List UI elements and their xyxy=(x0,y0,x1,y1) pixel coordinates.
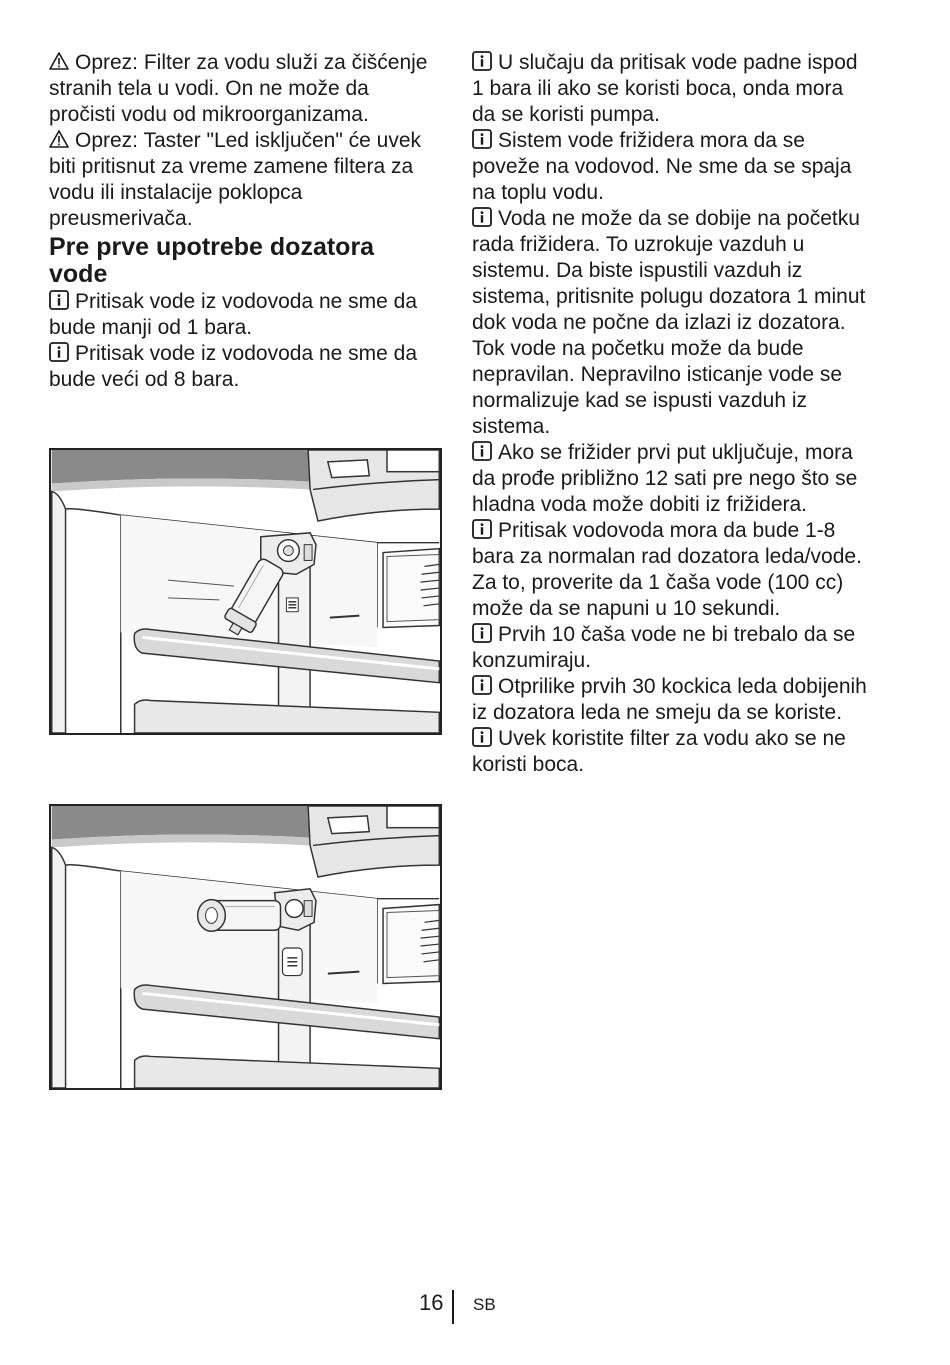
page-number: 16 xyxy=(419,1290,444,1315)
info-icon xyxy=(472,207,492,227)
info-paragraph xyxy=(472,206,872,440)
info-text: Uvek koristite filter za vodu ako se ne koristi boca. xyxy=(472,727,846,776)
info-paragraph xyxy=(472,674,872,726)
info-text: Ako se frižider prvi put uključuje, mora da prođe približno 12 sati pre nego što se hladna voda može dobiti iz frižidera. xyxy=(472,441,858,516)
info-text: Sistem vode frižidera mora da se poveže na vodovod. Ne sme da se spaja na toplu vodu. xyxy=(472,129,852,204)
info-text: Voda ne može da se dobije na početku rada frižidera. To uzrokuje vazduh u sistemu. Da biste ispustili vazduh iz sistema, pritisnite polugu dozatora 1 minut dok voda ne počne da izlazi iz dozatora. Tok vode na početku može da bude nepravilan. Nepravilno isticanje vode se normalizuje kad se ispusti vazduh iz sistema. xyxy=(472,207,866,438)
info-text: Otprilike prvih 30 kockica leda dobijenih iz dozatora leda ne smeju da se koriste. xyxy=(472,675,867,724)
info-paragraph xyxy=(472,622,872,674)
info-paragraph xyxy=(472,518,872,622)
left-column xyxy=(49,50,439,393)
info-icon xyxy=(472,727,492,747)
warning-text: Oprez: Taster "Led isključen" će uvek biti pritisnut za vreme zamene filtera za vodu ili instalacije poklopca preusmerivača. xyxy=(49,129,422,230)
info-icon xyxy=(472,441,492,461)
warning-triangle-icon xyxy=(49,129,69,149)
section-heading: Pre prve upotrebe dozatora vode xyxy=(49,233,375,288)
footer-divider xyxy=(452,1290,454,1324)
info-icon xyxy=(472,519,492,539)
info-text: Pritisak vodovoda mora da bude 1-8 bara za normalan rad dozatora leda/vode. Za to, proverite da 1 čaša vode (100 cc) može da se napuni u 10 sekundi. xyxy=(472,519,862,620)
info-text: Pritisak vode iz vodovoda ne sme da bude manji od 1 bara. xyxy=(49,290,418,339)
figure-filter-installed xyxy=(49,804,442,1090)
info-paragraph xyxy=(49,289,439,341)
info-paragraph xyxy=(49,341,439,393)
figure-filter-install xyxy=(49,448,442,735)
info-paragraph xyxy=(472,50,872,128)
info-paragraph xyxy=(472,440,872,518)
fridge-interior-illustration xyxy=(51,806,440,1088)
warning-paragraph xyxy=(49,50,439,128)
right-column xyxy=(472,50,872,778)
language-code: SB xyxy=(473,1295,496,1314)
info-text: U slučaju da pritisak vode padne ispod 1 bara ili ako se koristi boca, onda mora da se koristi pumpa. xyxy=(472,51,858,126)
info-icon xyxy=(49,290,69,310)
info-paragraph xyxy=(472,726,872,778)
info-paragraph xyxy=(472,128,872,206)
info-icon xyxy=(472,129,492,149)
info-icon xyxy=(472,623,492,643)
warning-triangle-icon xyxy=(49,51,69,71)
info-icon xyxy=(472,51,492,71)
info-icon xyxy=(49,342,69,362)
warning-text: Oprez: Filter za vodu služi za čišćenje stranih tela u vodi. On ne može da pročisti vodu od mikroorganizama. xyxy=(49,51,428,126)
info-text: Pritisak vode iz vodovoda ne sme da bude veći od 8 bara. xyxy=(49,342,418,391)
info-text: Prvih 10 čaša vode ne bi trebalo da se konzumiraju. xyxy=(472,623,856,672)
fridge-interior-illustration xyxy=(51,450,440,733)
warning-paragraph xyxy=(49,128,439,232)
info-icon xyxy=(472,675,492,695)
page-footer xyxy=(0,1290,950,1330)
